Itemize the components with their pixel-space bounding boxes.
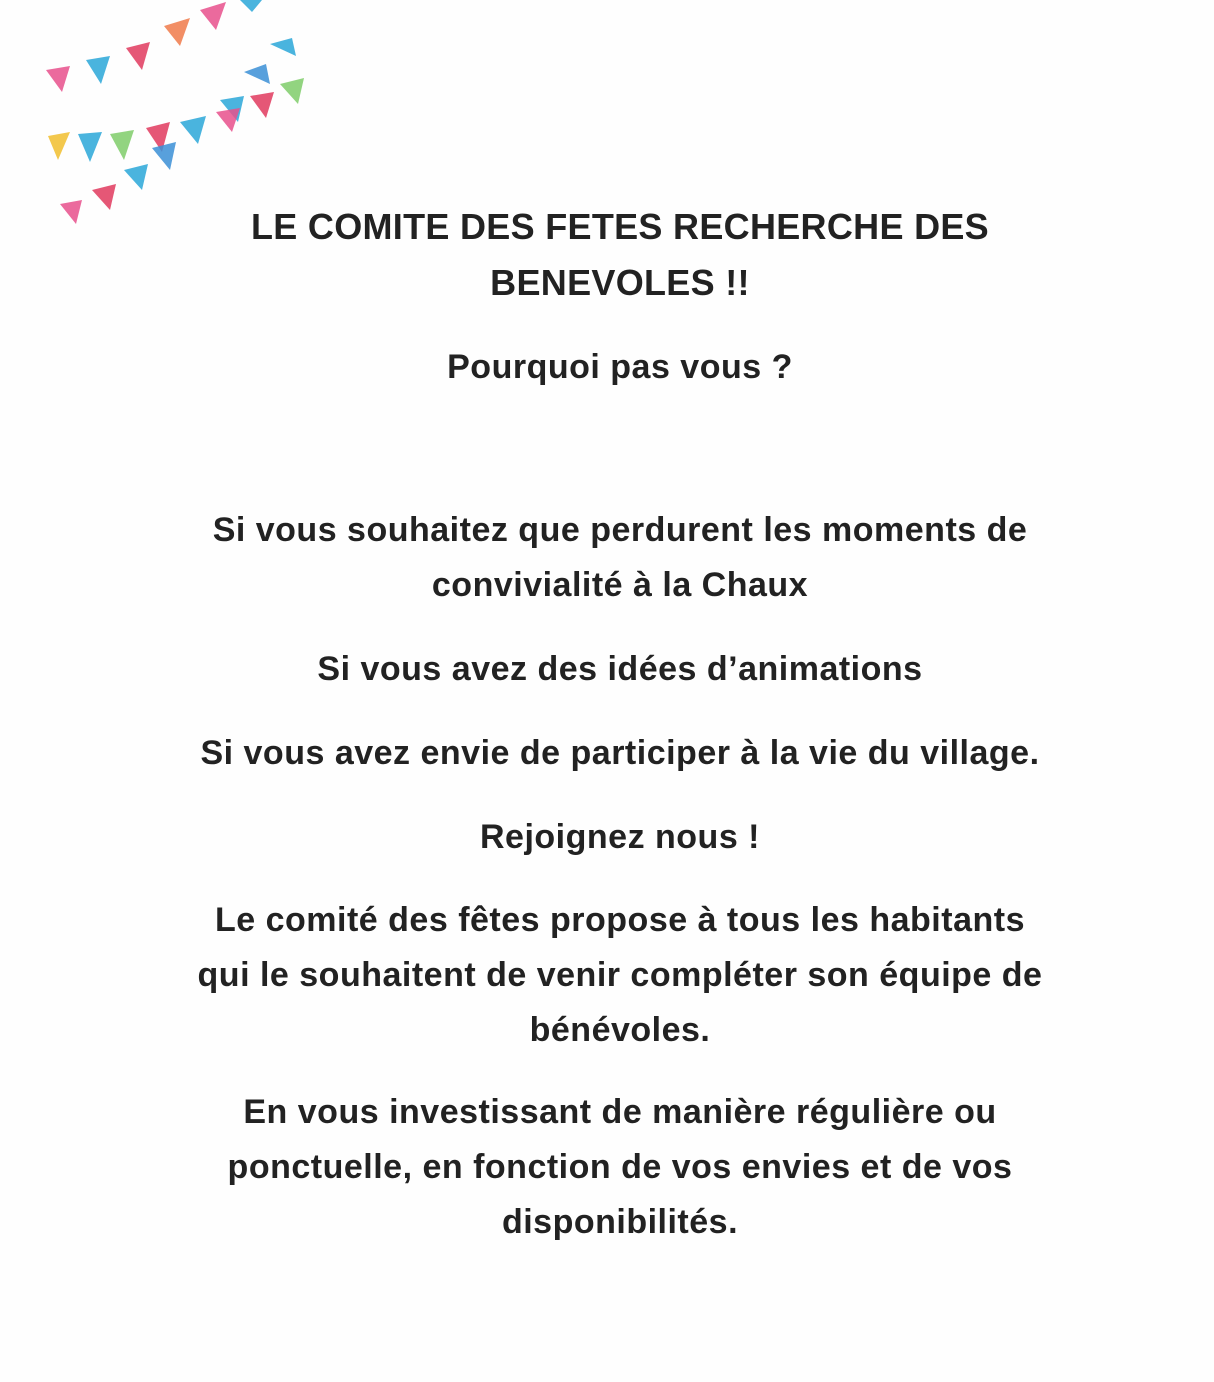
paragraph-6-line-3: disponibilités. (501, 1203, 739, 1241)
paragraph-1-line-1: Si vous souhaitez que perdurent les moments de (212, 511, 1028, 549)
paragraph-1-line-2: convivialité à la Chaux (431, 566, 809, 604)
paragraph-2: Si vous avez des idées d’animations (317, 650, 923, 688)
paragraph-5-line-3: bénévoles. (529, 1011, 711, 1049)
paragraph-4: Rejoignez nous ! (480, 818, 760, 856)
flyer-subtitle: Pourquoi pas vous ? (447, 348, 793, 386)
paragraph-3: Si vous avez envie de participer à la vie du village. (200, 734, 1040, 772)
paragraph-5-line-1: Le comité des fêtes propose à tous les habitants (215, 901, 1025, 939)
paragraph-6-line-2: ponctuelle, en fonction de vos envies et de vos (227, 1148, 1013, 1186)
paragraph-5-line-2: qui le souhaitent de venir compléter son équipe de (197, 956, 1043, 994)
flyer-title-line-1: LE COMITE DES FETES RECHERCHE DES (251, 206, 989, 247)
flyer-title-line-2: BENEVOLES !! (490, 262, 750, 303)
paragraph-6-line-1: En vous investissant de manière régulière ou (243, 1093, 997, 1131)
